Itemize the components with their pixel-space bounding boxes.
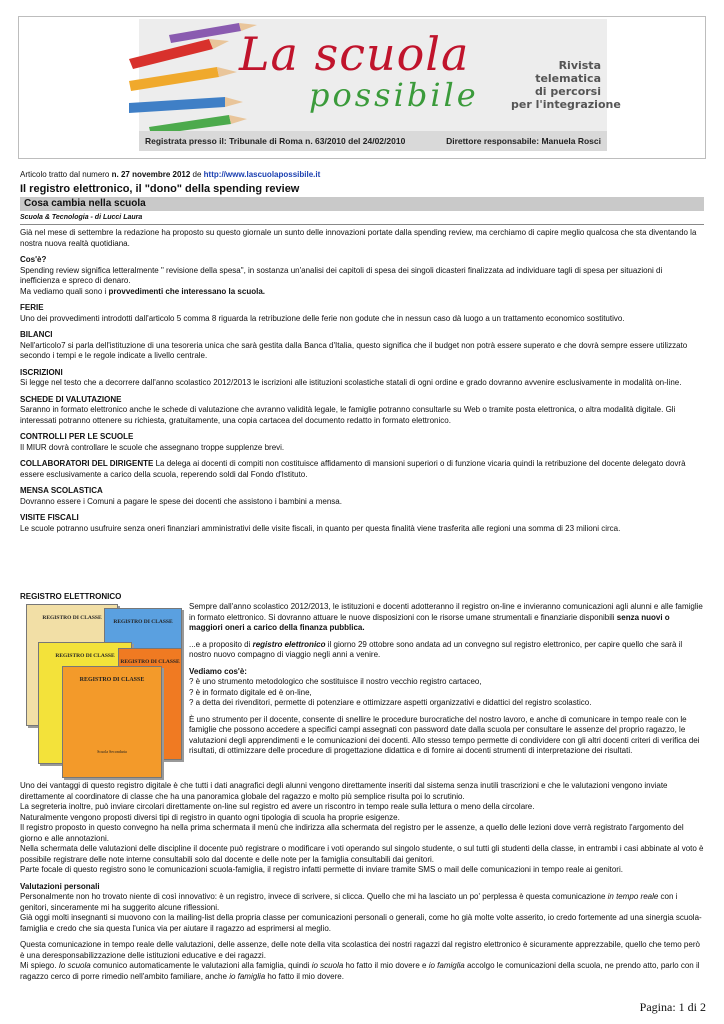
section-paragraph: Nella schermata delle valutazioni delle discipline il docente può registrare o modificare i voti operando sul singolo studente, o sul tutti gli studenti della classe, in entrambi i casi abbinate al voto è possibile registrare delle note interne consultabili solo dal docente e delle note per la famiglia consultabili dai genitori. <box>20 844 704 864</box>
section-paragraph: Il registro proposto in questo convegno ha nella prima schermata il menù che indirizza alla schermata del registro per le assenze, a quello delle lezioni dove verrà registrato l'argomento del giorno e alle annotazioni. <box>20 823 684 843</box>
book-label: REGISTRO DI CLASSE <box>55 653 115 659</box>
article-continuation <box>20 781 704 982</box>
bold-run: senza nuovi o maggiori oneri a carico della finanza pubblica. <box>189 612 670 632</box>
text-run: Personalmente non ho trovato niente di così innovativo: è un registro, invece di scrivere, si clicca. Quello che mi ha lasciato un po' perplessa è questa comunicazione <box>20 892 608 901</box>
page-number: Pagina: 1 di 2 <box>639 1000 706 1014</box>
italic-run: in tempo reale <box>607 892 659 901</box>
logo-title-line2: possibile <box>309 76 479 114</box>
section-paragraph <box>20 287 704 298</box>
section-heading: FERIE <box>20 303 44 312</box>
section-heading: ISCRIZIONI <box>20 367 63 377</box>
section-paragraph: Si legge nel testo che a decorrere dall'anno scolastico 2012/2013 le iscrizioni alle istituzioni scolastiche statali di ogni ordine e grado dovranno avvenire esclusivamente in modalità on-line. <box>20 378 682 387</box>
section-paragraph: Dovranno essere i Comuni a pagare le spese dei docenti che assistono i bambini a mensa. <box>20 496 342 506</box>
subtitle-line: di percorsi <box>534 85 601 98</box>
text-run: con i genitori, sinceramente mi ha suggerito alcune riflessioni. <box>20 892 678 912</box>
article-subtitle: Cosa cambia nella scuola <box>20 197 704 211</box>
text-run: ho fatto il mio dovere e <box>343 961 429 970</box>
text-run: comunico automaticamente le valutazioni alla famiglia, quindi <box>90 961 312 970</box>
section-heading: REGISTRO ELETTRONICO <box>20 592 122 601</box>
text-run: La delega ai docenti di compiti non costituisce affidamento di mansioni superiori o di funzione vicaria quindi la retribuzione del docente delegato dovrà essere esclusivamente a carico della scuola, reperendo soldi dal Fondo d'Istituto. <box>20 459 686 479</box>
section-paragraph: La segreteria inoltre, può inviare circolari direttamente on-line sul registro ed avere un riscontro in tempo reale sulla lettura o meno della circolare. <box>20 802 535 811</box>
bold-italic-run: registro elettronico <box>252 639 326 649</box>
registration-bar <box>139 131 607 151</box>
book-label: REGISTRO DI CLASSE <box>42 615 102 621</box>
book-label: REGISTRO DI CLASSE <box>113 619 173 625</box>
section-paragraph: È uno strumento per il docente, consente di snellire le procedure burocratiche del nostro lavoro, e anche di comunicare in tempo reale con le famiglie che possono accedere a specifici campi assegnati con password date dalla scuola per consultare le assenze del proprio ragazzo, le valutazioni degli apprendimenti e le comunicazioni dei docenti. Allo stesso tempo permette di condividere con gli altri docenti criteri di verifica dei risultati, di ottimizzare delle procedure di progettazione didattica e di fornire ai docenti strumenti di interpretazione dei risultati. <box>189 714 700 755</box>
section-paragraph: Spending review significa letteralmente " revisione della spesa", in sostanza un'analisi dei capitoli di spesa dei singoli dicasteri finalizzata ad individuare tagli di spesa per situazioni di inefficienza e spreco di denaro. <box>20 265 663 285</box>
book-label: REGISTRO DI CLASSE <box>120 659 180 665</box>
text-run: il giorno 29 ottobre sono andata ad un convegno sul registro elettronico, per capire quello che sarà il nostro nuovo compagno di viaggio negli anni a venire. <box>189 639 683 659</box>
source-link[interactable]: http://www.lascuolapossibile.it <box>203 170 321 179</box>
article-source <box>20 170 320 179</box>
section-heading: SCHEDE DI VALUTAZIONE <box>20 394 122 404</box>
section-paragraph: Le scuole potranno usufruire senza oneri finanziari amministrativi delle visite fiscali, in quanto per questa finalità viene trasferita alle regioni una somma di 23 milioni circa. <box>20 523 621 533</box>
text-run: Ma vediamo quali sono i <box>20 286 109 296</box>
text-run: accolgo le comunicazioni della scuola, ne prendo atto, parlo con il ragazzo cerco di porre rimedio nell'ambito familiare, anche <box>20 961 700 981</box>
section-paragraph: Uno dei provvedimenti introdotti dall'articolo 5 comma 8 riguarda la retribuzione delle ferie non godute che in nessun caso dà luogo a un trattamento economico sostitutivo. <box>20 313 625 323</box>
text-run: Mi spiego. <box>20 961 59 970</box>
registration-text: Registrata presso il: Tribunale di Roma n. 63/2010 del 24/02/2010 <box>145 136 406 146</box>
section-paragraph: Nell'articolo7 si parla dell'istituzione di una tesoreria unica che sarà gestita dalla Banca d'Italia, questo significa che il budget non potrà essere superato e che dovrà sempre essere utilizzato secondo i tempi e le regole indicate a livello centrale. <box>20 340 688 360</box>
article-byline: Scuola & Tecnologia - di Lucci Laura <box>20 214 143 221</box>
section-paragraph: Uno dei vantaggi di questo registro digitale è che tutti i dati anagrafici degli alunni vengono direttamente inseriti dal sistema senza inutili trascrizioni e che le valutazioni vengono inviate direttamente al coordinatore di classe che ha una panoramica globale del ragazzo e molto più semplice risulta poi lo scrutinio. <box>20 781 668 801</box>
list-item: ? è in formato digitale ed è on-line, <box>189 687 312 697</box>
list-item: ? è uno strumento metodologico che sostituisce il nostro vecchio registro cartaceo, <box>189 677 482 686</box>
article-title: Il registro elettronico, il "dono" della spending review <box>20 183 300 195</box>
source-prefix: Articolo tratto dal numero <box>20 170 112 179</box>
text-run: ...e a proposito di <box>189 639 253 649</box>
masthead <box>18 16 706 159</box>
text-run: ho fatto il mio dovere. <box>265 971 344 981</box>
italic-run: io famiglia <box>229 971 266 981</box>
subtitle-line: telematica <box>535 72 601 85</box>
subtitle-line: per l'integrazione <box>511 98 621 111</box>
section-paragraph: Questa comunicazione in tempo reale delle valutazioni, delle assenze, delle note della vita scolastica dei nostri ragazzi dal registro elettronico è sicuramente apprezzabile, quello che temo però è una deresponsabilizzazione delle istituzioni educative e dei ragazzi. <box>20 940 700 960</box>
director-text: Direttore responsabile: Manuela Rosci <box>446 136 601 146</box>
masthead-banner <box>139 19 621 151</box>
section-paragraph: Già oggi molti insegnanti si muovono con la mailing-list della propria classe per comunicazioni personali o generali, come ho già molte volte asserito, io credo fortemente ad una sinergia scuola-famiglia e credo che sia questa l'unica via per aiutare il ragazzo ad esprimersi al meglio. <box>20 913 702 933</box>
section-paragraph <box>20 961 704 982</box>
magazine-subtitle <box>511 59 621 111</box>
logo-title-line1: La scuola <box>239 27 470 81</box>
section-paragraph <box>189 602 704 634</box>
section-paragraph: Parte focale di questo registro sono le comunicazioni scuola-famiglia, il registro infatti permette di inviare tramite SMS o mail delle comunicazioni in tempo reale ai genitori. <box>20 865 623 874</box>
text-run: Sempre dall'anno scolastico 2012/2013, le istituzioni e docenti adotteranno il registro on-line e invieranno comunicazioni agli alunni e alle famiglie in formato elettronico. Si dovranno attuare le nuove disposizioni con le risorse umane strumentali e finanziarie disponibili <box>189 602 703 622</box>
inline-heading: COLLABORATORI DEL DIRIGENTE <box>20 459 154 468</box>
byline-divider <box>20 224 704 225</box>
section-paragraph <box>20 459 704 480</box>
source-mid: de <box>190 170 204 179</box>
list-item: ? a detta dei rivenditori, permette di potenziare e ottimizzare aspetti organizzativi e didattici del registro scolastico. <box>189 698 592 707</box>
section-paragraph: Saranno in formato elettronico anche le schede di valutazione che avranno validità legale, le famiglie potranno consultarle su Web o tramite posta elettronica, o altra modalità digitale. Gli interessati potranno ottenere su richiesta, gratuitamente, una copia cartacea del documento redatto in formato elettronico. <box>20 405 676 425</box>
section-paragraph: Il MIUR dovrà controllare le scuole che assegnano troppe supplenze brevi. <box>20 442 285 452</box>
section-heading: MENSA SCOLASTICA <box>20 486 103 495</box>
intro-paragraph: Già nel mese di settembre la redazione ha proposto su questo giornale un sunto delle innovazioni portate dalla spending review, ma cerchiamo di capire meglio qualcosa che sta diventando la nostra nuova realtà quotidiana. <box>20 228 697 248</box>
italic-run: io famiglia <box>428 961 465 970</box>
book-label: REGISTRO DI CLASSE <box>79 677 145 683</box>
section-heading: BILANCI <box>20 330 53 339</box>
article <box>20 182 704 534</box>
subtitle-line: Rivista <box>558 59 601 72</box>
italic-run: Io scuola <box>58 961 91 970</box>
bold-run: provvedimenti che interessano la scuola. <box>108 286 265 296</box>
book-cover <box>62 666 162 778</box>
section-paragraph <box>189 640 704 661</box>
book-label-small: Scuola Secondaria <box>97 749 127 754</box>
section-heading: Vediamo cos'è: <box>189 666 247 676</box>
section-heading: VISITE FISCALI <box>20 513 79 522</box>
registro-text-column <box>189 602 704 757</box>
section-paragraph <box>20 892 704 913</box>
section-heading: CONTROLLI PER LE SCUOLE <box>20 432 134 441</box>
section-heading: Cos'è? <box>20 255 47 264</box>
registro-books-image <box>20 602 182 777</box>
section-paragraph: Naturalmente vengono proposti diversi tipi di registro in quanto ogni tipologia di scuola ha proprie esigenze. <box>20 812 400 822</box>
section-heading: Valutazioni personali <box>20 881 100 891</box>
source-issue: n. 27 novembre 2012 <box>111 170 191 179</box>
registro-section <box>20 592 704 755</box>
italic-run: io scuola <box>311 961 344 970</box>
